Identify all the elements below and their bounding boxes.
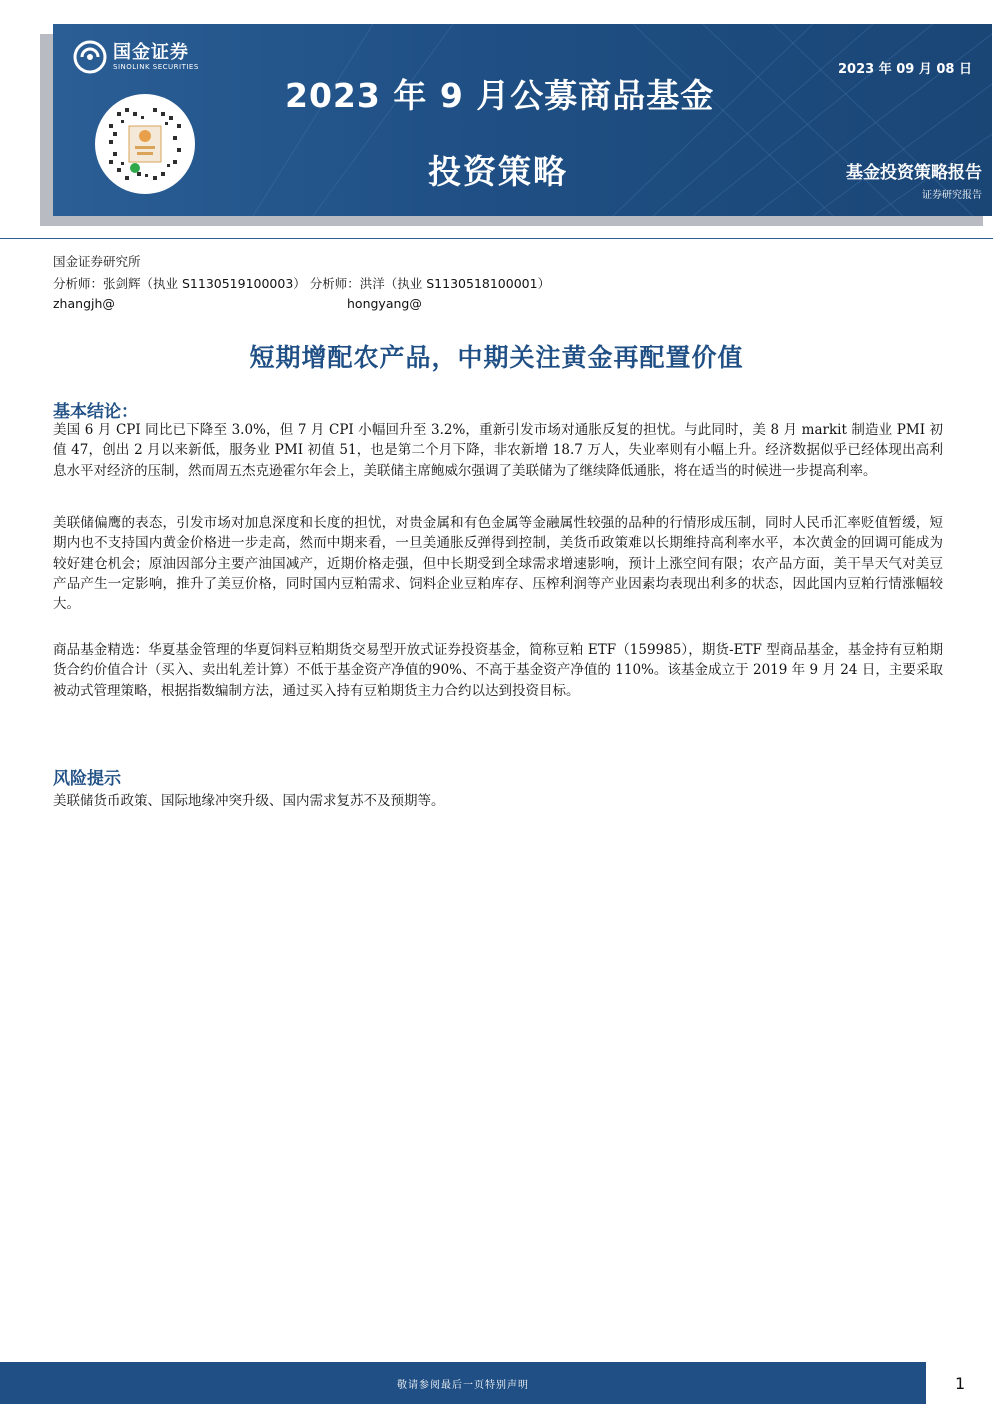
report-title-line1: 2023 年 9 月公募商品基金	[285, 76, 715, 115]
report-type: 基金投资策略报告	[846, 163, 982, 183]
conclusion-paragraph: 商品基金精选：华夏基金管理的华夏饲料豆粕期货交易型开放式证券投资基金，简称豆粕 ETF（159985），期货-ETF 型商品基金，基金持有豆粕期货合约价值合计（买入、卖出轧差计算）不低于基金资产净值的90%、不高于基金资产净值的 110%。该基金成立于 2019 年 9 月 24 日，主要采取被动式管理策略，根据指数编制方法，通过买入持有豆粕期货主力合约以达到投资目标。	[53, 642, 943, 699]
analyst-line: 分析师：张剑辉（执业 S1130519100003） 分析师：洪洋（执业 S1130518100001）	[53, 276, 551, 291]
sinolink-logo-icon	[73, 40, 107, 74]
report-banner	[53, 24, 992, 216]
header-divider	[0, 238, 993, 239]
risk-paragraph: 美联储货币政策、国际地缘冲突升级、国内需求复苏不及预期等。	[53, 793, 445, 809]
section-title-risk: 风险提示	[53, 769, 121, 789]
page-number: 1	[955, 1374, 966, 1393]
analyst-email-2[interactable]: hongyang@	[347, 296, 422, 311]
conclusion-paragraph: 美联储偏鹰的表态，引发市场对加息深度和长度的担忧，对贵金属和有色金属等金融属性较强的品种的行情形成压制，同时人民币汇率贬值暂缓，短期内也不支持国内黄金价格进一步走高，然而中期来看，一旦美通胀反弹得到控制，美货币政策难以长期维持高利率水平，本次黄金的回调可能成为较好建仓机会；原油因部分主要产油国减产，近期价格走强，但中长期受到全球需求增速影响，预计上涨空间有限；农产品方面，美干旱天气对美豆产品产生一定影响，推升了美豆价格，同时国内豆粕需求、饲料企业豆粕库存、压榨利润等产业因素均表现出利多的状态，因此国内豆粕行情涨幅较大。	[53, 515, 943, 613]
wechat-qr-code	[95, 94, 195, 194]
logo-cn-text: 国金证券	[113, 41, 189, 63]
footer-disclaimer-note: 敬请参阅最后一页特别声明	[397, 1380, 529, 1391]
report-title-line2: 投资策略	[428, 152, 568, 191]
company-logo	[73, 40, 199, 74]
section-title-conclusion: 基本结论：	[53, 402, 138, 422]
research-institute: 国金证券研究所	[53, 254, 141, 269]
report-headline: 短期增配农产品，中期关注黄金再配置价值	[249, 343, 744, 372]
report-subtype: 证券研究报告	[922, 190, 982, 201]
conclusion-paragraph: 美国 6 月 CPI 同比已下降至 3.0%，但 7 月 CPI 小幅回升至 3.2%，重新引发市场对通胀反复的担忧。与此同时，美 8 月 markit 制造业 PMI 初值 47，创出 2 月以来新低，服务业 PMI 初值 51，也是第二个月下降，非农新增 18.7 万人，失业率则有小幅上升。经济数据似乎已经体现出高利息水平对经济的压制，然而周五杰克逊霍尔年会上，美联储主席鲍威尔强调了美联储为了继续降低通胀，将在适当的时候进一步提高利率。	[53, 422, 943, 479]
analyst-email-1[interactable]: zhangjh@	[53, 296, 115, 311]
logo-en-text: SINOLINK SECURITIES	[113, 62, 199, 71]
report-date: 2023 年 09 月 08 日	[838, 62, 972, 77]
qr-code-icon	[95, 94, 195, 194]
